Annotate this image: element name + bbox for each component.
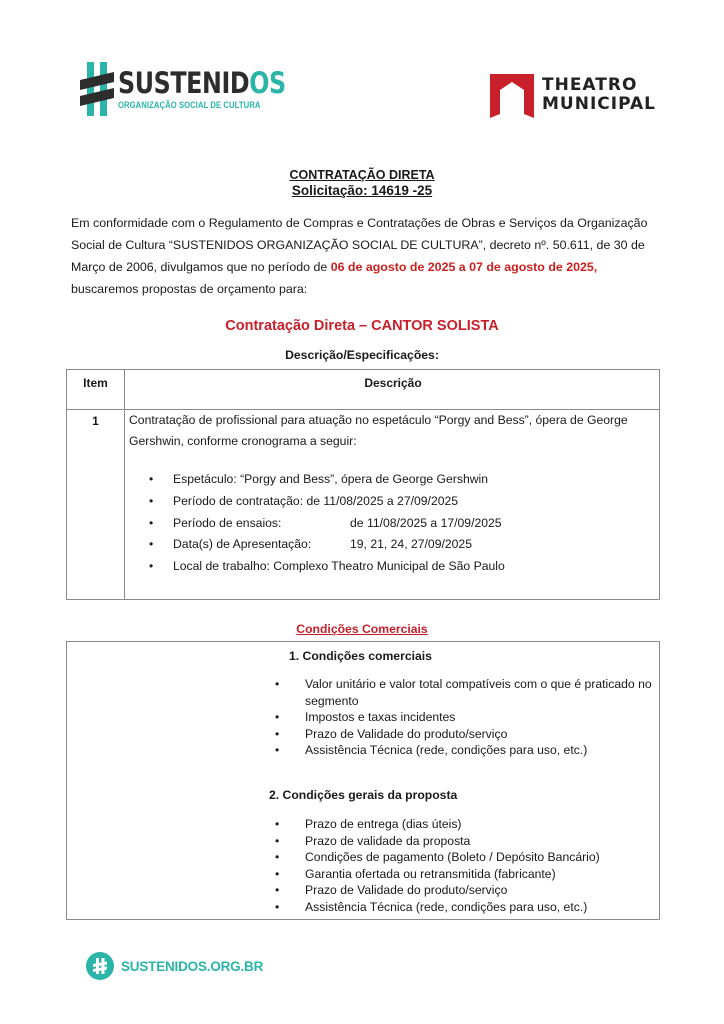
list-item: • Garantia ofertada ou retransmitida (fabricante)	[257, 866, 657, 883]
theatre-arch-icon	[490, 74, 534, 118]
hash-circle-icon	[86, 952, 114, 980]
list-item: • Assistência Técnica (rede, condições para uso, etc.)	[257, 742, 657, 759]
list-item: • Condições de pagamento (Boleto / Depósito Bancário)	[257, 849, 657, 866]
title-line1: CONTRATAÇÃO DIRETA	[289, 168, 435, 182]
section-heading: 1. Condições comerciais	[289, 649, 432, 663]
list-item: • Data(s) de Apresentação: 19, 21, 24, 27/09/2025	[129, 534, 505, 556]
description-label: Descrição/Especificações:	[285, 348, 439, 362]
commercial-conditions-table	[66, 641, 660, 920]
section-title: Contratação Direta – CANTOR SOLISTA	[225, 318, 499, 334]
website-link[interactable]: SUSTENIDOS.ORG.BR	[121, 959, 264, 974]
list-item: • Prazo de validade da proposta	[257, 833, 657, 850]
list-item: • Valor unitário e valor total compatíveis com o que é praticado no segmento	[257, 676, 657, 709]
theatro-municipal-text: THEATRO MUNICIPAL	[542, 75, 656, 114]
table-cell-description: Contratação de profissional para atuação no espetáculo “Porgy and Bess”, ópera de George Gershwin, conforme cronograma a seguir:	[129, 413, 628, 448]
commercial-conditions-title: Condições Comerciais	[296, 622, 428, 636]
title-solicitacao: Solicitação: 14619 -25	[291, 183, 433, 198]
list-item: • Assistência Técnica (rede, condições para uso, etc.)	[257, 899, 657, 916]
list-item: • Período de contratação: de 11/08/2025 a 27/09/2025	[129, 491, 505, 513]
section-heading: 2. Condições gerais da proposta	[269, 788, 458, 802]
spec-table	[66, 369, 660, 600]
list-item: • Prazo de Validade do produto/serviço	[257, 726, 657, 743]
theatro-municipal-logo	[490, 72, 660, 122]
list-item: • Período de ensaios: de 11/08/2025 a 17/09/2025	[129, 513, 505, 535]
list-item: • Prazo de Validade do produto/serviço	[257, 882, 657, 899]
list-item: • Local de trabalho: Complexo Theatro Municipal de São Paulo	[129, 556, 505, 578]
column-header-description: Descrição	[364, 376, 422, 390]
sustenidos-subtitle: ORGANIZAÇÃO SOCIAL DE CULTURA	[118, 100, 261, 110]
hash-icon	[80, 62, 114, 116]
list-item: • Espetáculo: “Porgy and Bess”, ópera de George Gershwin	[129, 469, 505, 491]
document-title	[0, 168, 724, 199]
list-item: • Impostos e taxas incidentes	[257, 709, 657, 726]
table-divider	[124, 370, 125, 599]
table-cell-item: 1	[92, 414, 99, 428]
sustenidos-logo	[80, 62, 286, 118]
schedule-list	[129, 469, 505, 578]
proposal-list	[257, 816, 657, 915]
period-highlight: 06 de agosto de 2025 a 07 de agosto de 2025	[330, 260, 594, 274]
intro-paragraph: Em conformidade com o Regulamento de Compras e Contratações de Obras e Serviços da Organização Social de Cultura “SUSTENIDOS ORGANIZAÇÃO SOCIAL DE CULTURA”, decreto nº. 50.611, de 30 de Março de 2006, divulgamos que no período de 06 de agosto de 2025 a 07 de agosto de 2025, buscaremos propostas de orçamento para:	[71, 216, 648, 296]
sustenidos-wordmark: SUSTENIDOS	[118, 66, 286, 100]
commercial-list	[257, 676, 657, 759]
column-header-item: Item	[83, 376, 108, 390]
list-item: • Prazo de entrega (dias úteis)	[257, 816, 657, 833]
